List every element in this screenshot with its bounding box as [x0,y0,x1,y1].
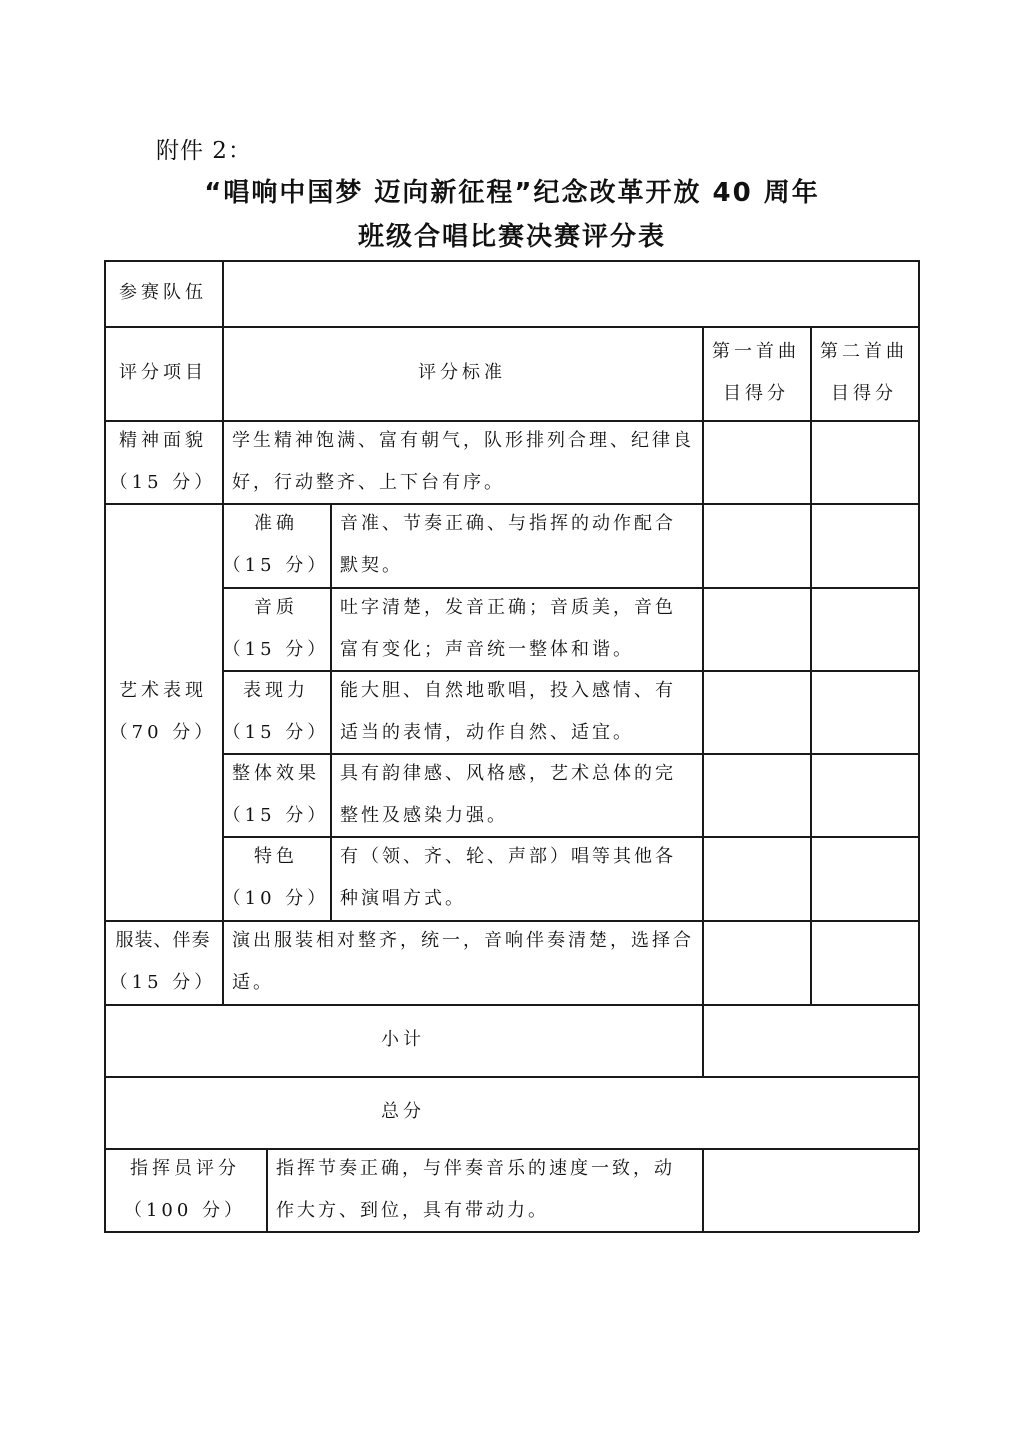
art-sub-criteria: 吐字清楚，发音正确；音质美，音色富有变化；声音统一整体和谐。 [340,596,676,660]
col-song2-header [810,326,918,420]
table-line [702,1148,704,1232]
art-sub-item [222,753,330,836]
art-sub-item [222,503,330,587]
conductor-item [104,1148,266,1231]
art-sub-criteria: 有（领、齐、轮、声部）唱等其他各种演唱方式。 [340,846,676,909]
costume-name: 服装、伴奏 [115,930,211,951]
conductor-criteria: 指挥节奏正确，与伴奏音乐的速度一致，动作大方、到位，具有带动力。 [276,1157,675,1221]
art-sub-points: （10 分） [222,888,330,909]
spirit-points: （15 分） [109,471,217,493]
art-item [104,503,222,920]
art-sub-name: 表现力 [243,679,309,701]
conductor-name: 指挥员评分 [130,1157,240,1179]
art-sub-name: 特色 [254,846,298,867]
col-song1-line2: 目得分 [723,383,789,404]
team-label: 参赛队伍 [119,282,207,303]
art-sub-criteria: 具有韵律感、风格感，艺术总体的完整性及感染力强。 [340,762,676,826]
art-sub-name: 音质 [254,596,298,618]
art-sub-name: 整体效果 [232,762,320,784]
table-line [810,326,812,1004]
form-title-line1: “唱响中国梦 迈向新征程”纪念改革开放 40 周年 [204,178,820,208]
costume-criteria: 演出服装相对整齐，统一，音响伴奏清楚，选择合适。 [232,930,694,993]
col-song1-line1: 第一首曲 [712,341,800,362]
art-sub-criteria: 能大胆、自然地歌唱，投入感情、有适当的表情，动作自然、适宜。 [340,679,676,743]
conductor-points: （100 分） [123,1199,247,1221]
subtotal-label: 小计 [381,1029,425,1050]
art-sub-name: 准确 [254,513,298,534]
scoring-table [104,260,919,1232]
table-line [702,326,704,1076]
art-sub-item [222,836,330,920]
col-song2-line2: 目得分 [831,383,897,404]
art-name: 艺术表现 [119,679,207,701]
form-title-line2: 班级合唱比赛决赛评分表 [357,222,666,252]
col-song2-line1: 第二首曲 [820,341,908,362]
art-sub-item [222,587,330,670]
spirit-item [104,420,222,503]
col-song1-header [702,326,810,420]
art-sub-points: （15 分） [222,638,330,660]
total-label: 总分 [381,1101,425,1122]
col-criteria-header: 评分标准 [418,362,506,383]
art-sub-points: （15 分） [222,721,330,743]
art-sub-criteria: 音准、节奏正确、与指挥的动作配合默契。 [340,513,676,576]
table-line [918,260,920,1232]
attachment-label: 附件 2： [156,138,252,164]
art-points: （70 分） [109,721,217,743]
costume-points: （15 分） [109,972,217,993]
art-sub-item [222,670,330,753]
art-sub-points: （15 分） [222,555,330,576]
spirit-name: 精神面貌 [119,429,207,451]
costume-item [104,920,222,1004]
col-item-header: 评分项目 [119,362,207,383]
art-sub-points: （15 分） [222,804,330,826]
spirit-criteria: 学生精神饱满、富有朝气，队形排列合理、纪律良好，行动整齐、上下台有序。 [232,429,694,493]
team-value [222,260,918,326]
